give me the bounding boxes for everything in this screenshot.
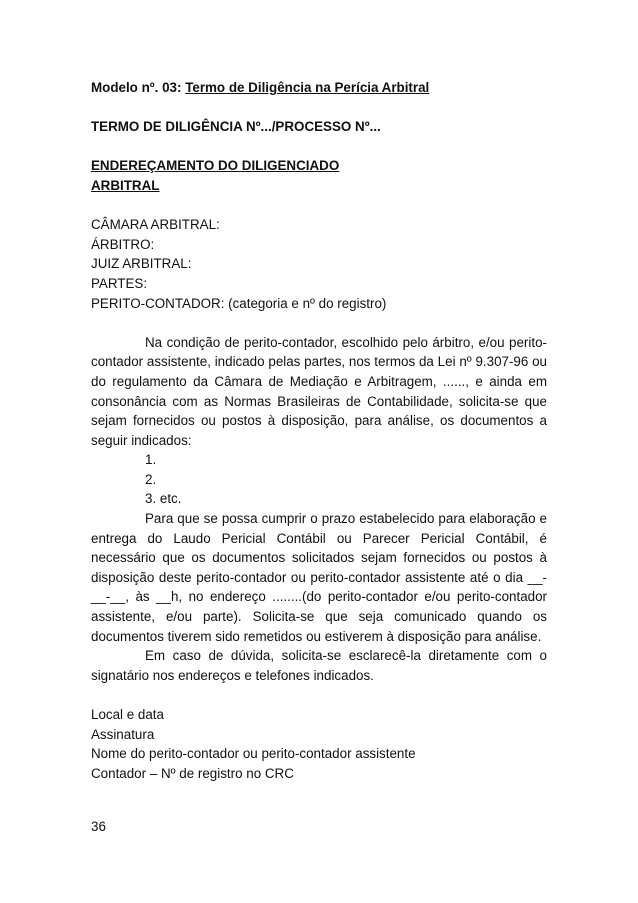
page-number: 36 (91, 819, 106, 835)
signature-place-date: Local e data (91, 707, 164, 722)
list-item-2: 2. (145, 471, 157, 487)
signature-registration: Contador – Nº de registro no CRC (91, 765, 294, 781)
field-arbitro: ÁRBITRO: (91, 236, 155, 252)
model-line (91, 78, 547, 98)
list-item-3: 3. etc. (145, 491, 182, 507)
paragraph-request: Na condição de perito-contador, escolhido pelo árbitro, e/ou perito-contador assistente, indicado pelas partes, nos termos da Lei nº 9.307-96 ou do regulamento da Câmara de Mediação e Arbitragem, ......, e ainda em consonância com as Normas Brasileiras de Contabilidade, solicita-se que sejam fornecidos ou postos à disposição, para análise, os documentos a seguir indicados: (91, 334, 547, 448)
model-title: Termo de Diligência na Perícia Arbitral (185, 80, 430, 95)
signature-label: Assinatura (91, 726, 155, 742)
document-heading: TERMO DE DILIGÊNCIA Nº.../PROCESSO Nº... (91, 119, 381, 135)
field-perito: PERITO-CONTADOR: (categoria e nº do registro) (91, 295, 387, 311)
field-partes: PARTES: (91, 275, 148, 291)
document-page (91, 78, 547, 837)
address-heading-line-1: ENDEREÇAMENTO DO DILIGENCIADO (91, 158, 340, 174)
field-juiz: JUIZ ARBITRAL: (91, 256, 192, 272)
address-heading-line-2: ARBITRAL (91, 177, 160, 193)
list-item-1: 1. (145, 452, 157, 468)
model-prefix: Modelo nº. 03: (91, 80, 182, 95)
signature-name: Nome do perito-contador ou perito-contador assistente (91, 746, 416, 762)
paragraph-deadline: Para que se possa cumprir o prazo estabelecido para elaboração e entrega do Laudo Pericial Contábil ou Parecer Pericial Contábil, é necessário que os documentos solicitados sejam fornecidos ou postos à disposição deste perito-contador ou perito-contador assistente até o dia __-__-__, às __h, no endereço ........(do perito-contador e/ou perito-contador assistente, e/ou parte). Solicita-se que seja comunicado quando os documentos tiverem sido remetidos ou estiverem à disposição para análise. (91, 511, 547, 644)
field-camara: CÂMARA ARBITRAL: (91, 217, 220, 233)
paragraph-doubt: Em caso de dúvida, solicita-se esclarecê-la diretamente com o signatário nos endereços e telefones indicados. (91, 648, 547, 683)
